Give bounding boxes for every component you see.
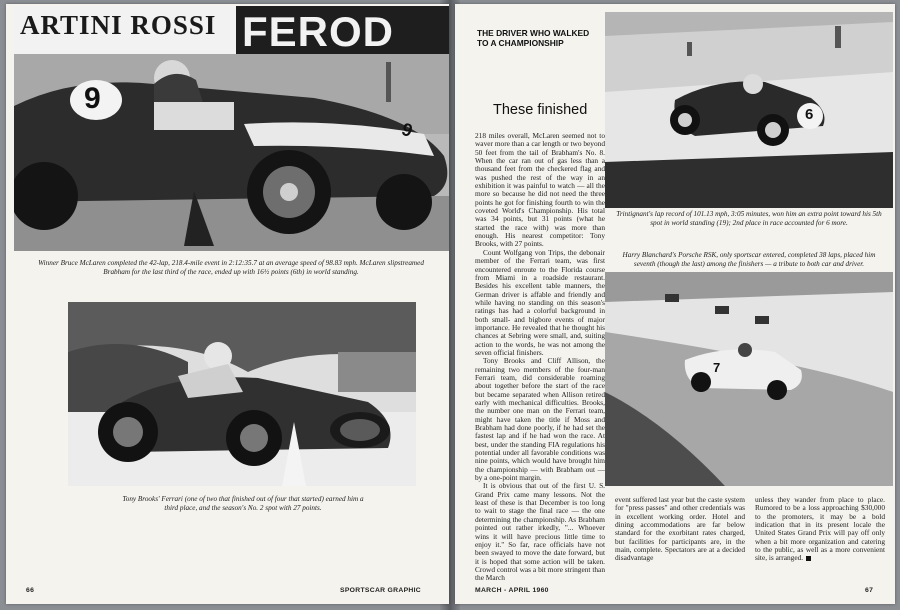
car-number-7: 7 [713,360,721,375]
photo-trintignant-cooper [605,12,893,208]
paragraph: It is obvious that out of the first U. S. Grand Prix came many lessons. Not the least of these is that December is too long to wait to stage the final race — the one determining the championship. As Brabham pointed out rather irkedly, "... Whoever wins it will have precious little time to enjoy it." So far, race officials have not been swayed to move the date forward, but it is hoped that some action will be taken. Crowd control was a bit more stringent than the March [475,481,605,583]
paragraph: Tony Brooks and Cliff Allison, the remaining two members of the four-man Ferrari team, did considerable roaming about together before the start of the race but became separated when Allison retired early with mechanical difficulties. Brooks, the number one man on the Ferrari team, might have taken the title if Moss and Brabham had done poorly, if he had set the fastest lap and if he had won the race. At best, under the standing FIA regulations his potential under all favorable conditions was nine points, which would have brought him the championship — with Brabham out — by a one-point margin. [475,356,605,483]
right-page [455,4,895,604]
banner-ferodo-text: FEROD [242,8,394,55]
caption-blanchard: Harry Blanchard's Porsche RSK, only sportscar entered, completed 38 laps, placed him seventh (though the last) among the finishers — a tribute to both car and driver. [622,251,876,268]
article-kicker: THE DRIVER WHO WALKED TO A CHAMPIONSHIP [477,28,590,48]
article-column-2 [615,496,745,563]
caption-trintignant: Trintignant's lap record of 101.13 mph, 3:05 minutes, won him an extra point toward his 5th spot in world standing (19); 2nd place in race accounted for 6 more. [616,210,882,227]
caption-brooks: Tony Brooks' Ferrari (one of two that finished out of four that started) earned him a third place, and the season's No. 2 spot with 27 points. [122,495,364,512]
paragraph [755,496,885,563]
photo-mclaren-cooper [14,6,449,251]
end-of-article-icon [806,556,811,561]
car-nose-number-9: 9 [399,118,416,142]
photo-brooks-ferrari [68,302,416,486]
caption-mclaren: Winner Bruce McLaren completed the 42-lap, 218.4-mile event in 2:12:35.7 at an average speed of 98.83 mph. McLaren slipstreamed Brabham for the last third of the race, ended up with 16½ points (6th) in world standing. [38,259,424,276]
left-page [6,4,449,604]
article-column-1 [475,132,605,583]
paragraph: event suffered last year but the caste system for "press passes" and other credentials was in excellent working order. Hotel and dining accommodations are far below standard for the exorbitant rates charged, but facilities for participants are, in the main, complete. Spectators are at a decided disadvantage [615,495,745,563]
article-column-3 [755,496,885,563]
folio-magazine-title: SPORTSCAR GRAPHIC [340,587,422,594]
banner-martini-text: ARTINI ROSSI [20,10,217,40]
paragraph: Count Wolfgang von Trips, the debonair member of the Ferrari team, was first encountered enroute to the Florida course from Miami in a roadside restaurant. Besides his excellent table manners, the German driver is affable and friendly and while having no standing on this season's ratings has had a colorful background in both small- and bigbore events of major importance. He revealed that he thought his chances at Sebring were small, and, suiting action to the words, he was not among the seven official finishers. [475,247,605,357]
folio-page-number-right: 67 [865,587,874,594]
article-headline: These finished [493,102,588,118]
paragraph-text: unless they wander from place to place. Rumored to be a loss approaching $30,000 to the promoters, it may be a bold indication that in its present locale the United States Grand Prix will pay off only when a bit more organization and catering to the public, as well as a more convenient site, is arranged. [755,495,885,563]
folio-page-number-left: 66 [26,587,35,594]
paragraph: 218 miles overall, McLaren seemed not to waver more than a car length or two beyond 50 feet from the tail of Brabham's No. 8. When the car ran out of gas less than a thousand feet from the checkered flag and was pushed the rest of the way in an exhibition it was painful to watch — all the more so because he did not need the three points he got for finishing fourth to win the coveted World's Championship. His total was 34 points, but 31 points (what he started the race with) was more than enough. His nearest competitor: Tony Brooks, with 27 points. [475,131,605,249]
car-number-6: 6 [805,106,814,123]
folio-issue-date: MARCH - APRIL 1960 [475,587,549,594]
car-number-9: 9 [84,82,101,115]
photo-blanchard-porsche [605,272,893,486]
